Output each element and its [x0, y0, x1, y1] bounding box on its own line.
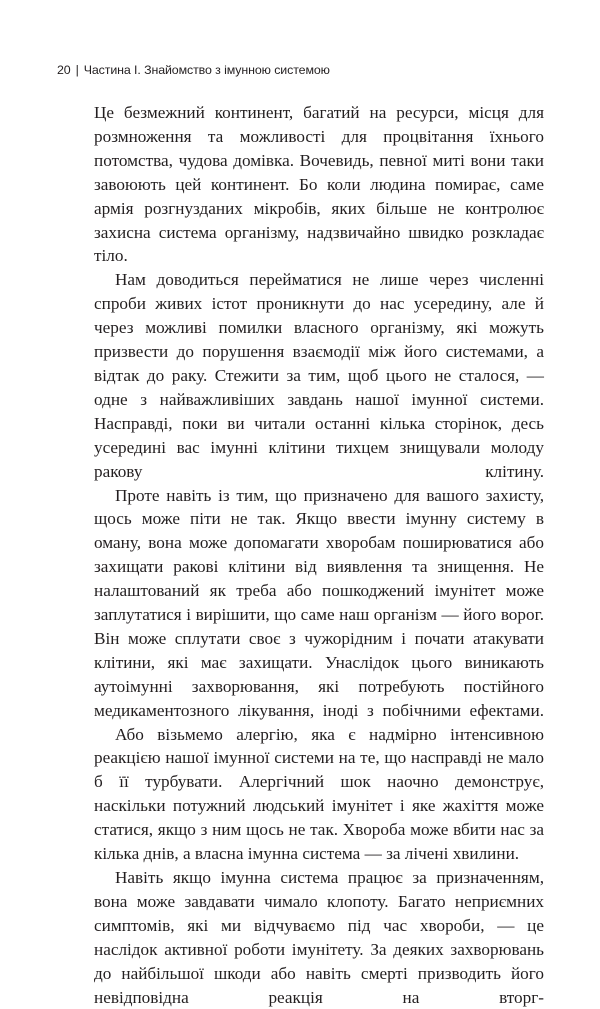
- paragraph: Нам доводиться перейматися не лише через численні спроби живих істот проникнути до нас усередину, але й через можливі помилки власного організму, які можуть призвести до порушення взаємодії між його системами, а відтак до раку. Стежити за тим, щоб цього не сталося, — одне з найважливіших завдань нашої імунної системи. Насправді, поки ви читали останні кілька сторінок, десь усередині вас імунні клітини тихцем знищували молоду ракову клітину.: [94, 270, 544, 481]
- chapter-title: Частина I. Знайомство з імунною системою: [83, 63, 330, 77]
- paragraph: Навіть якщо імунна система працює за призначенням, вона може завдавати чимало клопоту. Багато неприємних симптомів, які ми відчуваємо під час хвороби, — це наслідок активної роботи імунітету. За деяких захворювань до найбільшої шкоди або навіть смерті призводить його невідповідна реакція на вторг-: [94, 868, 544, 1007]
- running-header: [57, 63, 330, 77]
- paragraph: Проте навіть із тим, що призначено для вашого захисту, щось може піти не так. Якщо ввести імунну систему в оману, вона може допомагати хворобам поширюватися або захищати ракові клітини від виявлення та знищення. Не налаштований як треба або пошкоджений імунітет може заплутатися і вирішити, що саме наш організм — його ворог. Він може сплутати своє з чужорідним і почати атакувати клітини, які має захищати. Унаслідок цього виникають аутоімунні захворювання, які потребують постійного медикаментозного лікування, іноді з побічними ефектами.: [94, 485, 544, 720]
- header-separator: |: [75, 63, 79, 77]
- page-number: 20: [57, 63, 71, 77]
- body-text: [94, 101, 544, 1009]
- paragraph: Або візьмемо алергію, яка є надмірно інтенсивною реакцією нашої імунної системи на те, що насправді не мало б її турбувати. Алергічний шок наочно демонструє, наскільки потужний людський імунітет і яке жахіття може статися, якщо з ним щось не так. Хвороба може вбити нас за кілька днів, а власна імунна система — за лічені хвилини.: [94, 724, 544, 864]
- paragraph: Це безмежний континент, багатий на ресурси, місця для розмноження та можливості для процвітання їхнього потомства, чудова домівка. Вочевидь, певної миті вони таки завоюють цей континент. Бо коли людина помирає, саме армія розгнузданих мікробів, яких більше не контролює захисна система організму, надзвичайно швидко розкладає тіло.: [94, 103, 544, 266]
